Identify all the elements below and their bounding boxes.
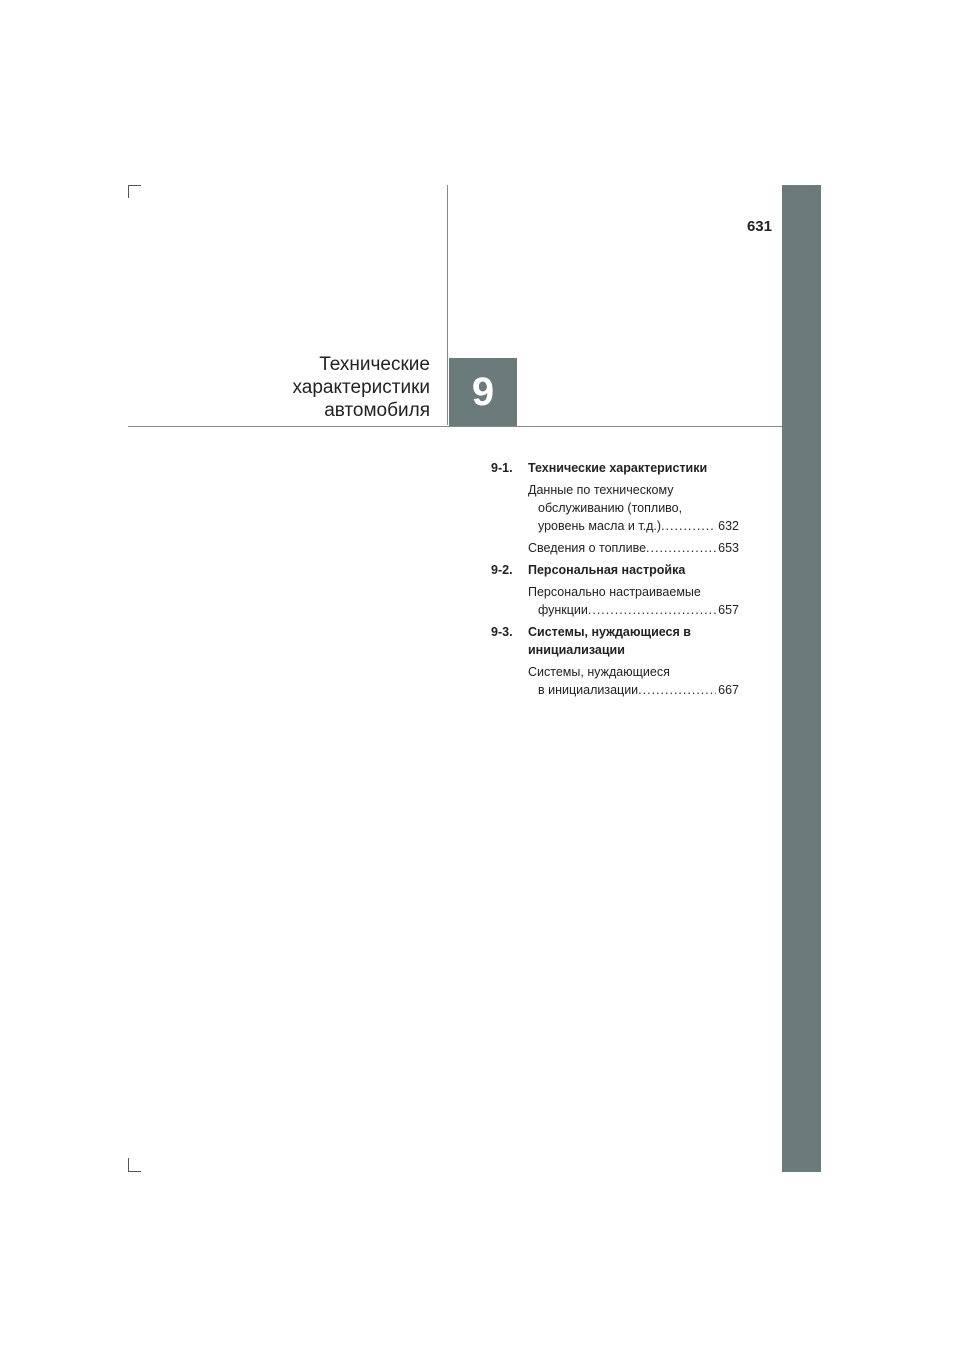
toc-section-title-line: Персональная настройка — [528, 563, 686, 577]
toc-entry-last-line — [528, 681, 739, 699]
toc-entry-text: Сведения о топливе — [528, 541, 647, 555]
toc-entry-page: 657 — [718, 603, 739, 617]
toc-section-heading[interactable] — [491, 623, 739, 659]
chapter-title-line: автомобиля — [324, 400, 430, 421]
toc-section-title — [528, 623, 739, 659]
dot-leader — [638, 681, 716, 699]
side-tab — [782, 185, 821, 1172]
toc-entry-page: 632 — [718, 519, 739, 533]
horizontal-divider — [128, 426, 782, 427]
toc-entry[interactable] — [528, 539, 739, 557]
toc-entry-last-line — [528, 539, 739, 557]
toc-entry[interactable] — [528, 481, 739, 535]
toc-entry-last-line — [528, 601, 739, 619]
toc-entry-line: Персонально настраиваемые — [528, 585, 701, 599]
toc-section-number: 9-1. — [491, 461, 513, 475]
toc-entry-text: в инициализации — [538, 683, 639, 697]
vertical-divider — [447, 185, 448, 425]
toc-entry[interactable] — [528, 583, 739, 619]
chapter-title — [150, 353, 430, 422]
toc-entry-page: 667 — [718, 683, 739, 697]
toc-section-heading[interactable] — [491, 459, 739, 477]
crop-mark-bottom-left-v — [128, 1158, 129, 1171]
toc-entry-line: Данные по техническому — [528, 483, 674, 497]
dot-leader — [646, 539, 716, 557]
toc-entry-text: уровень масла и т.д.) — [538, 519, 662, 533]
table-of-contents — [491, 459, 739, 703]
crop-mark-top-left-h — [128, 185, 141, 186]
toc-entry-line: обслуживанию (топливо, — [538, 501, 683, 515]
toc-section-title-line: инициализации — [528, 643, 625, 657]
toc-section-number: 9-3. — [491, 625, 513, 639]
toc-section-title — [528, 459, 739, 477]
toc-section-title-line: Системы, нуждающиеся в — [528, 625, 691, 639]
chapter-title-line: характеристики — [292, 377, 430, 398]
toc-section-title-line: Технические характеристики — [528, 461, 708, 475]
toc-section-heading[interactable] — [491, 561, 739, 579]
dot-leader — [588, 601, 716, 619]
toc-entry-page: 653 — [718, 541, 739, 555]
dot-leader — [661, 517, 716, 535]
toc-section-number: 9-2. — [491, 563, 513, 577]
toc-section-title — [528, 561, 739, 579]
chapter-title-line: Технические — [319, 354, 430, 375]
toc-entry-text: функции — [538, 603, 588, 617]
crop-mark-top-left-v — [128, 185, 129, 198]
toc-entry[interactable] — [528, 663, 739, 699]
page-number: 631 — [746, 218, 772, 235]
toc-entry-last-line — [528, 517, 739, 535]
toc-section — [491, 561, 739, 619]
toc-entry-line: Системы, нуждающиеся — [528, 665, 670, 679]
crop-mark-bottom-left-h — [128, 1171, 141, 1172]
toc-section — [491, 459, 739, 557]
chapter-number-badge: 9 — [449, 358, 517, 426]
toc-section — [491, 623, 739, 699]
